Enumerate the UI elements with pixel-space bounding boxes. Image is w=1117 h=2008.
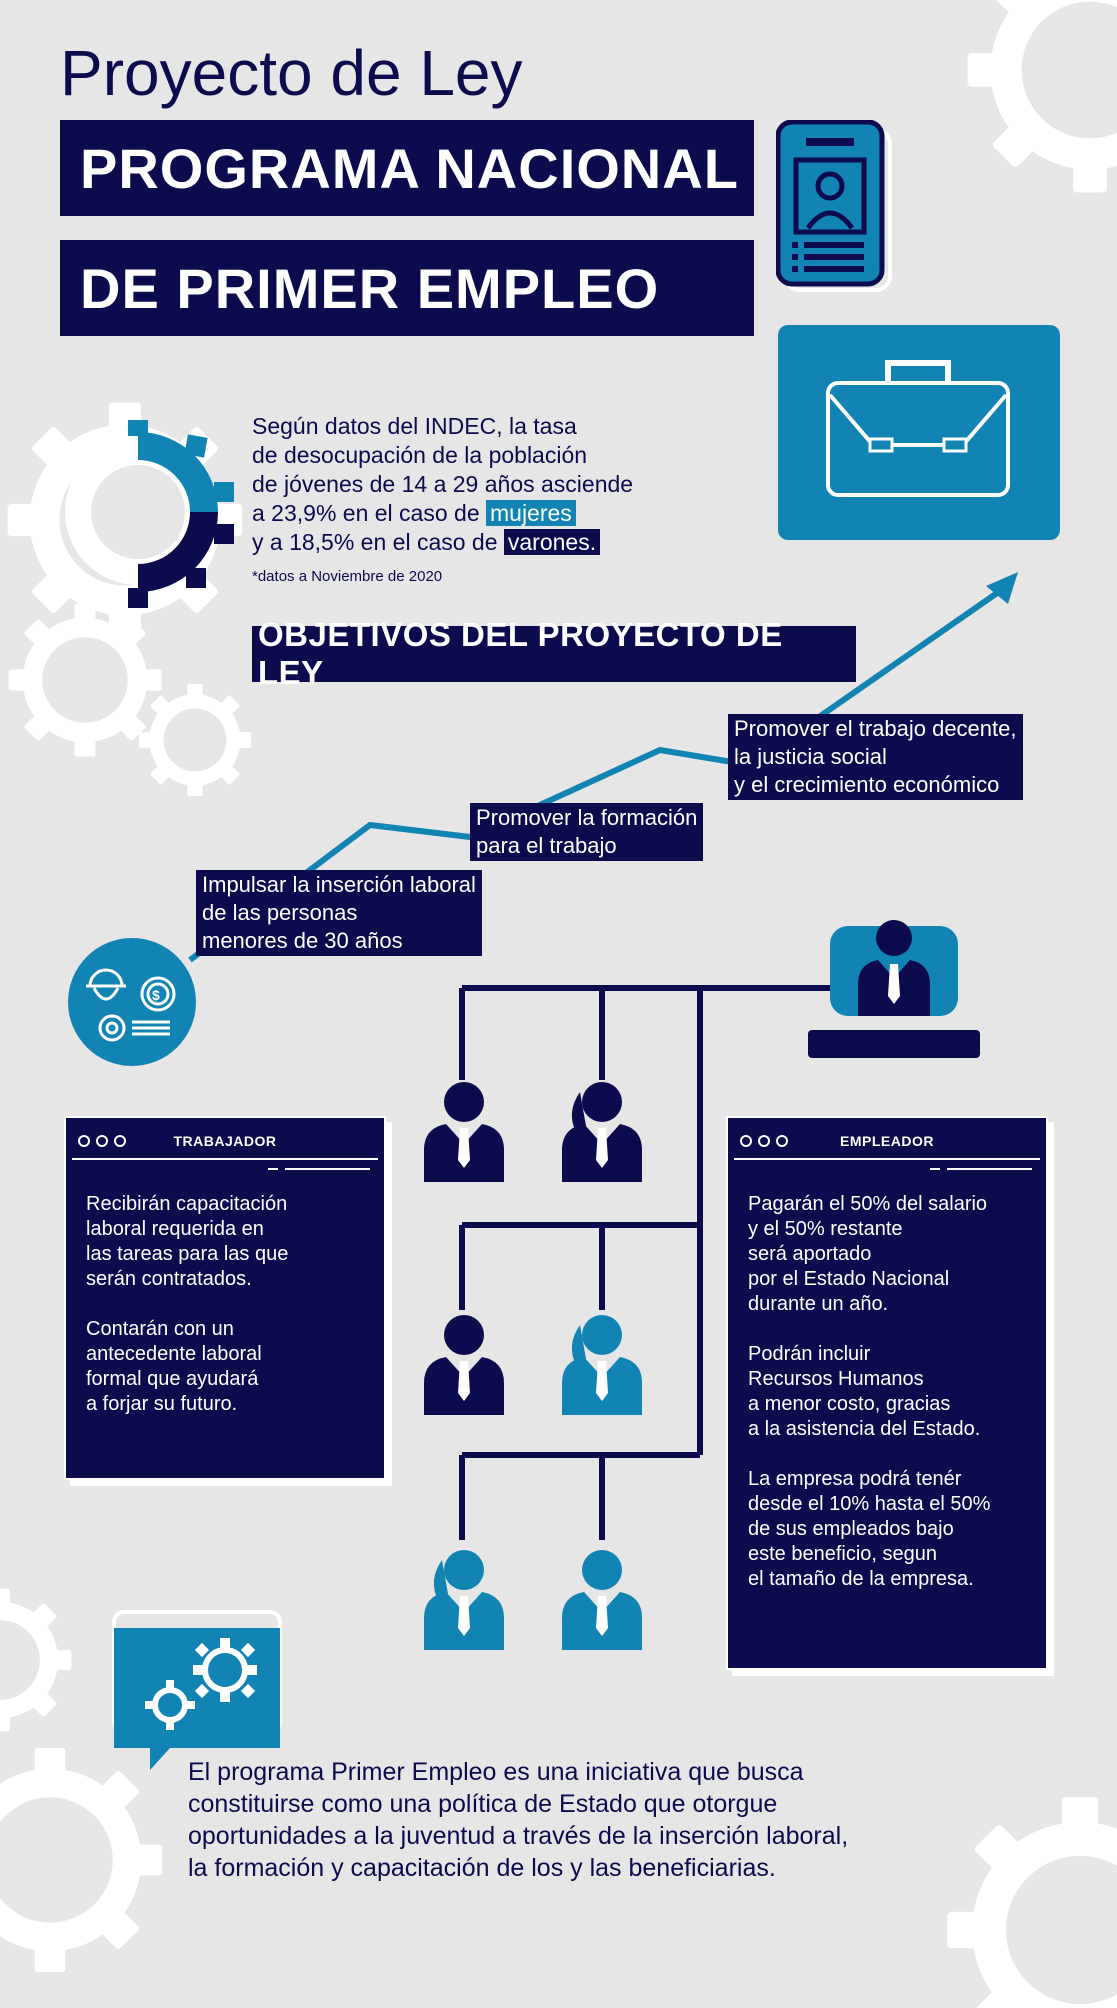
intro-line: de jóvenes de 14 a 29 años asciende	[252, 471, 634, 497]
person-icon	[562, 1082, 642, 1182]
page-subtitle: Proyecto de Ley	[60, 37, 523, 109]
panel-header	[734, 1124, 1040, 1160]
closing-line: El programa Primer Empleo es una iniciativa que busca	[188, 1758, 804, 1786]
panel-line: de sus empleados bajo	[748, 1518, 954, 1540]
panel-line: a forjar su futuro.	[86, 1393, 238, 1415]
objective-line: y el crecimiento económico	[734, 772, 1000, 797]
panel-line: a la asistencia del Estado.	[748, 1418, 981, 1440]
panel-line: Recursos Humanos	[748, 1368, 924, 1390]
panel-line: este beneficio, segun	[748, 1543, 938, 1565]
objectives-heading: OBJETIVOS DEL PROYECTO DE LEY	[252, 626, 856, 682]
trabajador-panel	[64, 1116, 386, 1480]
closing-line: la formación y capacitación de los y las beneficiarias.	[188, 1854, 776, 1882]
panel-body	[728, 1170, 1046, 1592]
panel-rule	[72, 1160, 378, 1170]
panel-line: laboral requerida en	[86, 1218, 264, 1240]
empleador-panel	[726, 1116, 1048, 1670]
objective-line: menores de 30 años	[202, 928, 403, 953]
panel-line: Recibirán capacitación	[86, 1193, 288, 1215]
boss-icon	[808, 920, 980, 1058]
panel-line: formal que ayudará	[86, 1368, 259, 1390]
objective-step-3	[728, 714, 1023, 800]
panel-line: Podrán incluir	[748, 1343, 871, 1365]
panel-title: TRABAJADOR	[173, 1133, 277, 1149]
panel-line: antecedente laboral	[86, 1343, 262, 1365]
intro-line: a 23,9% en el caso de	[252, 500, 486, 526]
intro-line: y a 18,5% en el caso de	[252, 529, 504, 555]
person-icon	[562, 1550, 642, 1650]
panel-line: a menor costo, gracias	[748, 1393, 951, 1415]
panel-line: serán contratados.	[86, 1268, 252, 1290]
panel-line: será aportado	[748, 1243, 872, 1265]
objective-step-2	[470, 803, 703, 861]
panel-line: y el 50% restante	[748, 1218, 903, 1240]
highlight-varones: varones.	[504, 529, 600, 555]
person-icon	[424, 1550, 504, 1650]
person-icon	[424, 1315, 504, 1415]
panel-line: Contarán con un	[86, 1318, 234, 1340]
panel-line: La empresa podrá tenér	[748, 1468, 962, 1490]
person-icon	[424, 1082, 504, 1182]
objective-line: Promover el trabajo decente,	[734, 716, 1017, 741]
page-title-line1: PROGRAMA NACIONAL	[60, 120, 754, 216]
objective-line: de las personas	[202, 900, 358, 925]
panel-line: las tareas para las que	[86, 1243, 289, 1265]
svg-text:$: $	[152, 987, 160, 1003]
intro-line: Según datos del INDEC, la tasa	[252, 413, 577, 439]
gear-icon	[947, 1797, 1117, 2008]
closing-paragraph	[188, 1756, 948, 1884]
objective-line: Impulsar la inserción laboral	[202, 872, 476, 897]
panel-body	[66, 1170, 384, 1417]
panel-line: el tamaño de la empresa.	[748, 1568, 974, 1590]
panel-rule	[734, 1160, 1040, 1170]
id-badge-icon	[776, 120, 900, 300]
panel-line: durante un año.	[748, 1293, 889, 1315]
speech-gear-icon	[110, 1610, 290, 1770]
person-icon	[562, 1315, 642, 1415]
page-title-line2: DE PRIMER EMPLEO	[60, 240, 754, 336]
panel-header	[72, 1124, 378, 1160]
closing-line: constituirse como una política de Estado que otorgue	[188, 1790, 778, 1818]
objective-line: la justicia social	[734, 744, 887, 769]
intro-line: de desocupación de la población	[252, 442, 588, 468]
gear-icon	[968, 0, 1117, 192]
intro-text	[252, 412, 692, 557]
objective-line: Promover la formación	[476, 805, 698, 830]
objective-line: para el trabajo	[476, 833, 617, 858]
gear-icon	[0, 1748, 162, 1972]
briefcase-icon	[778, 325, 1060, 540]
highlight-mujeres: mujeres	[486, 500, 576, 526]
panel-line: por el Estado Nacional	[748, 1268, 950, 1290]
closing-line: oportunidades a la juventud a través de la inserción laboral,	[188, 1822, 849, 1850]
footnote: *datos a Noviembre de 2020	[252, 568, 443, 585]
panel-title: EMPLEADOR	[840, 1133, 934, 1149]
panel-line: Pagarán el 50% del salario	[748, 1193, 988, 1215]
panel-line: desde el 10% hasta el 50%	[748, 1493, 991, 1515]
